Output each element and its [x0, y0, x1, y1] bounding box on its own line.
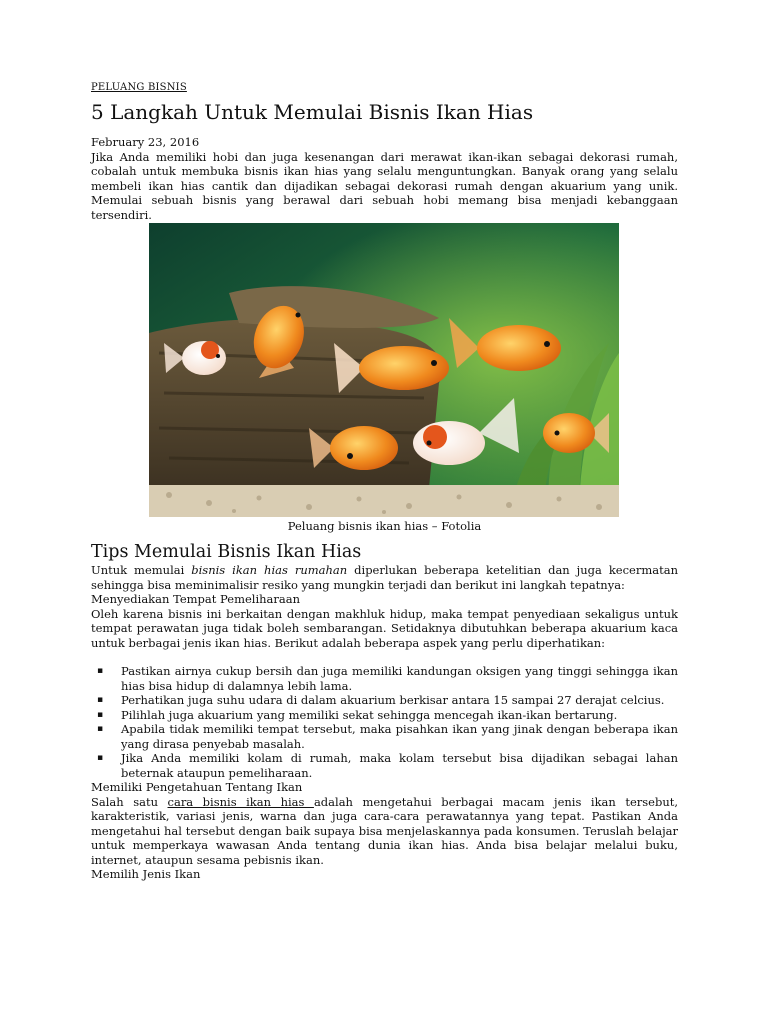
list-item: ▪ Perhatikan juga suhu udara di dalam akuarium berkisar antara 15 sampai 27 derajat celcius.	[97, 693, 665, 707]
image-caption: Peluang bisnis ikan hias – Fotolia	[287, 519, 482, 533]
post-date: February 23, 2016	[91, 135, 200, 149]
bullet-icon: ▪	[97, 666, 104, 676]
goldfish-aquarium-photo	[149, 223, 619, 517]
article-title: 5 Langkah Untuk Memulai Bisnis Ikan Hias	[91, 100, 534, 124]
list-item: ▪ Apabila tidak memiliki tempat tersebut, maka pisahkan ikan yang jinak dengan beberapa ikan yang dirasa penyebab masalah.	[97, 722, 678, 751]
step1-text: Oleh karena bisnis ini berkaitan dengan makhluk hidup, maka tempat penyediaan sekaligus untuk tempat perawatan juga tidak boleh sembarangan. Setidaknya dibutuhkan beberapa akuarium kaca untuk berbagai jenis ikan hias. Berikut adalah beberapa aspek yang perlu diperhatikan:	[91, 606, 678, 650]
list-item: ▪ Pastikan airnya cukup bersih dan juga memiliki kandungan oksigen yang tinggi sehingga ikan hias bisa hidup di dalamnya lebih lama.	[97, 664, 678, 693]
bisnis-ikan-hias-link[interactable]: cara bisnis ikan hias	[167, 794, 314, 809]
tips-intro-after: diperlukan beberapa ketelitian dan juga kecermatan sehingga bisa meminimalisir resiko yang mungkin terjadi dan berikut ini langkah tepatnya:	[91, 563, 679, 592]
list-item: ▪ Pilihlah juga akuarium yang memiliki sekat sehingga mencegah ikan-ikan bertarung.	[97, 707, 618, 722]
article	[91, 82, 678, 882]
step2-text	[91, 795, 678, 868]
aspects-list	[91, 664, 678, 780]
step2-title: Memiliki Pengetahuan Tentang Ikan	[91, 780, 303, 794]
tips-intro	[91, 563, 678, 592]
step1-title: Menyediakan Tempat Pemeliharaan	[91, 592, 301, 606]
section-title: Tips Memulai Bisnis Ikan Hias	[91, 542, 362, 562]
step3-title: Memilih Jenis Ikan	[91, 867, 201, 881]
list-item: ▪ Jika Anda memiliki kolam di rumah, maka kolam tersebut bisa dijadikan sebagai lahan beternak ataupun pemeliharaan.	[97, 751, 678, 780]
tips-intro-italic: bisnis ikan hias rumahan	[191, 563, 348, 577]
bullet-icon: ▪	[97, 724, 104, 734]
article-figure	[91, 223, 678, 533]
step2-text-before: Salah satu	[91, 794, 168, 809]
bullet-icon: ▪	[97, 753, 104, 763]
bullet-icon: ▪	[97, 695, 104, 705]
tips-intro-before: Untuk memulai	[91, 563, 192, 577]
category-link[interactable]: PELUANG BISNIS	[91, 82, 187, 93]
step2-text-after: adalah mengetahui berbagai macam jenis ikan tersebut, karakteristik, variasi jenis, warna dan juga cara-cara perawatannya yang tepat. Pastikan Anda mengetahui hal tersebut dengan baik supaya bisa menjelaskannya pada konsumen. Teruslah belajar untuk memperkaya wawasan Anda tentang dunia ikan hias. Anda bisa belajar melalui buku, internet, ataupun sesama pebisnis ikan.	[91, 794, 679, 867]
bullet-icon: ▪	[97, 709, 104, 720]
intro-paragraph: Jika Anda memiliki hobi dan juga kesenangan dari merawat ikan-ikan sebagai dekorasi rumah, cobalah untuk membuka bisnis ikan hias yang selalu menguntungkan. Banyak orang yang selalu membeli ikan hias cantik dan dijadikan sebagai dekorasi rumah dengan akuarium yang unik. Memulai sebuah bisnis yang berawal dari sebuah hobi memang bisa menjadi kebanggaan tersendiri.	[91, 149, 678, 222]
